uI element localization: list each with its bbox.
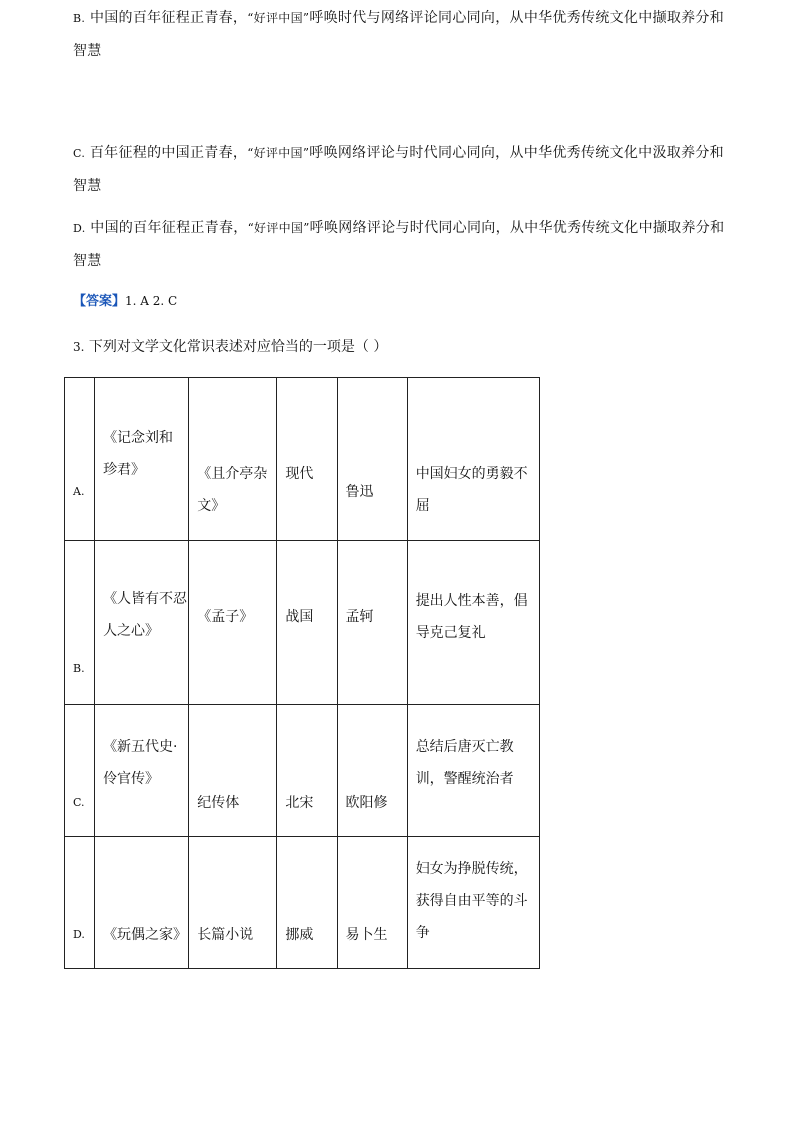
option-b-quote: “好评中国” (247, 11, 310, 25)
option-c-text-pre: 百年征程的中国正青春， (85, 145, 248, 161)
option-d-quote: “好评中国” (247, 221, 310, 235)
table-row (65, 378, 540, 541)
row-note: 总结后唐灭亡教训，警醒统治者 (415, 739, 514, 787)
row-title: 《玩偶之家》 (103, 927, 188, 943)
row-source: 《且介亭杂文》 (197, 466, 268, 514)
option-b-label: B. (73, 12, 86, 25)
row-source: 长篇小说 (197, 927, 254, 943)
option-c-label: C. (73, 147, 86, 160)
option-c-text-post: 呼唤网络评论与时代同心同向，从中华优秀传统文化中汲取养分和智慧 (73, 145, 724, 194)
row-label: A. (73, 485, 85, 498)
table-row (65, 837, 540, 969)
option-b (73, 2, 728, 67)
option-d-label: D. (73, 222, 86, 235)
row-note: 提出人性本善，倡导克己复礼 (415, 593, 528, 641)
row-era: 战国 (285, 609, 314, 625)
question-number: 3. (73, 340, 85, 354)
row-era: 现代 (285, 466, 314, 482)
option-b-text-post: 呼唤时代与网络评论同心同向，从中华优秀传统文化中撷取养分和智慧 (73, 10, 725, 59)
answer-text: 1. A 2. C (125, 294, 178, 308)
question-3 (73, 336, 387, 356)
row-author: 欧阳修 (345, 795, 388, 811)
table-row (65, 541, 540, 705)
option-d (73, 212, 728, 277)
option-c-quote: “好评中国” (247, 146, 310, 160)
row-label: B. (73, 662, 85, 675)
question-text: 下列对文学文化常识表述对应恰当的一项是（ ） (84, 339, 388, 355)
row-author: 鲁迅 (345, 484, 374, 500)
table-row (65, 705, 540, 837)
answer-tag: 【答案】 (73, 294, 126, 309)
row-title: 《新五代史·伶官传》 (103, 739, 178, 787)
row-source: 《孟子》 (197, 609, 254, 625)
row-note: 中国妇女的勇毅不屈 (415, 466, 528, 514)
row-author: 易卜生 (345, 927, 388, 943)
row-era: 北宋 (285, 795, 314, 811)
row-note: 妇女为挣脱传统，获得自由平等的斗争 (415, 861, 528, 941)
row-title: 《人皆有不忍人之心》 (103, 591, 188, 639)
option-b-text-pre: 中国的百年征程正青春， (85, 10, 248, 26)
answer-line (73, 290, 177, 309)
option-c (73, 137, 728, 202)
option-d-text-pre: 中国的百年征程正青春， (85, 220, 248, 236)
row-source: 纪传体 (197, 795, 240, 811)
row-label: C. (73, 796, 85, 809)
literature-table (64, 377, 540, 969)
option-d-text-post: 呼唤网络评论与时代同心同向，从中华优秀传统文化中撷取养分和智慧 (73, 220, 725, 269)
row-title: 《记念刘和珍君》 (103, 430, 174, 478)
row-author: 孟轲 (345, 609, 374, 625)
row-era: 挪威 (285, 927, 314, 943)
row-label: D. (73, 928, 85, 941)
